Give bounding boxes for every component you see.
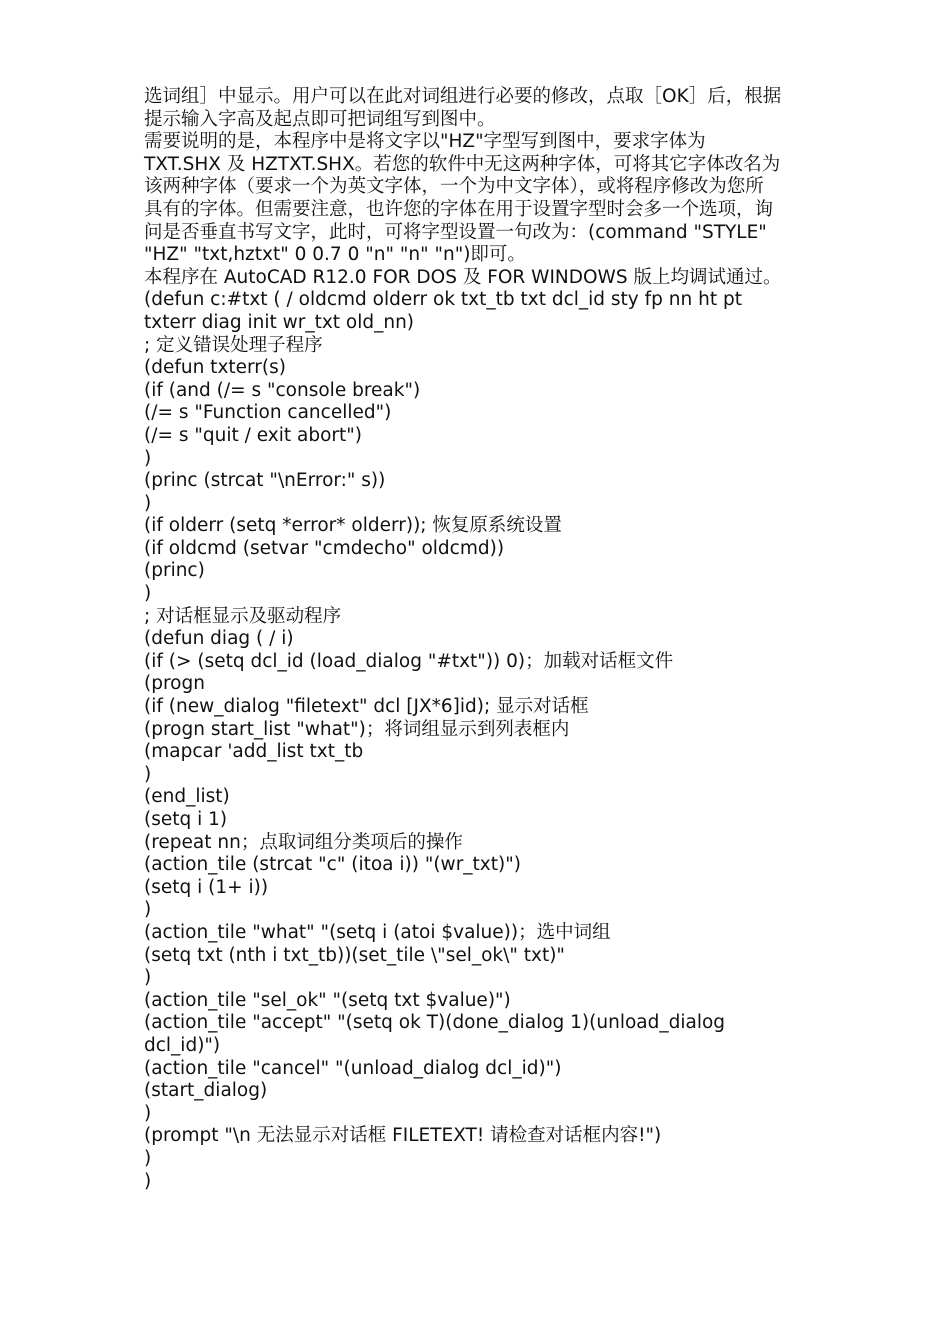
text-line: (princ): [144, 560, 205, 582]
document-body: [144, 86, 808, 1193]
text-line: ): [144, 967, 152, 989]
text-line: 需要说明的是，本程序中是将文字以"HZ"字型写到图中，要求字体为: [144, 131, 706, 153]
text-line: dcl_id)"): [144, 1034, 221, 1056]
text-line: (if oldcmd (setvar "cmdecho" oldcmd)): [144, 537, 505, 559]
text-line: (defun diag ( / i): [144, 628, 294, 650]
text-line: (setq txt (nth i txt_tb))(set_tile \"sel_ok\" txt)": [144, 944, 565, 966]
text-line: 问是否垂直书写文字，此时，可将字型设置一句改为：(command "STYLE": [144, 221, 767, 243]
text-line: TXT.SHX 及 HZTXT.SHX。若您的软件中无这两种字体，可将其它字体改名为: [144, 153, 781, 175]
text-line: (setq i 1): [144, 809, 228, 830]
text-line: (progn start_list "what")；将词组显示到列表框内: [144, 718, 570, 740]
text-line: 具有的字体。但需要注意，也许您的字体在用于设置字型时会多一个选项，询: [144, 198, 774, 220]
text-line: (mapcar 'add_list txt_tb: [144, 741, 364, 763]
text-line: (repeat nn；点取词组分类项后的操作: [144, 831, 463, 853]
text-line: (action_tile "what" "(setq i (atoi $value))；选中词组: [144, 921, 611, 943]
text-line: (if (new_dialog "filetext" dcl [JX*6]id); 显示对话框: [144, 696, 589, 718]
text-line: (progn: [144, 673, 205, 695]
text-line: 提示输入字高及起点即可把词组写到图中。: [144, 108, 496, 130]
text-line: (start_dialog): [144, 1080, 268, 1102]
text-line: (/= s "Function cancelled"): [144, 402, 392, 424]
text-line: 选词组］中显示。用户可以在此对词组进行必要的修改，点取［OK］后，根据: [144, 86, 782, 107]
text-line: (defun c:#txt ( / oldcmd olderr ok txt_tb txt dcl_id sty fp nn ht pt: [144, 289, 742, 311]
text-line: 本程序在 AutoCAD R12.0 FOR DOS 及 FOR WINDOWS 版上均调试通过。: [144, 266, 782, 288]
text-line: txterr diag init wr_txt old_nn): [144, 311, 415, 333]
text-line: (princ (strcat "\nError:" s)): [144, 470, 386, 492]
text-line: (action_tile "accept" "(setq ok T)(done_dialog 1)(unload_dialog: [144, 1012, 726, 1034]
text-line: (if (and (/= s "console break"): [144, 379, 421, 401]
text-line: "HZ" "txt,hztxt" 0 0.7 0 "n" "n" "n")即可。: [144, 244, 526, 266]
text-line: (/= s "quit / exit abort"): [144, 424, 362, 446]
text-line: ): [144, 492, 152, 514]
text-line: (end_list): [144, 786, 230, 808]
text-line: ; 对话框显示及驱动程序: [144, 605, 342, 627]
text-line: (if (> (setq dcl_id (load_dialog "#txt")) 0)；加载对话框文件: [144, 650, 674, 672]
text-line: 该两种字体（要求一个为英文字体，一个为中文字体），或将程序修改为您所: [144, 176, 764, 198]
text-line: (action_tile "sel_ok" "(setq txt $value)"): [144, 989, 511, 1011]
text-line: ): [144, 583, 152, 605]
text-line: ): [144, 763, 152, 785]
text-line: ): [144, 1147, 152, 1169]
text-line: ; 定义错误处理子程序: [144, 334, 323, 356]
text-line: (action_tile (strcat "c" (itoa i)) "(wr_txt)"): [144, 854, 521, 876]
text-line: (defun txterr(s): [144, 357, 286, 379]
text-line: (action_tile "cancel" "(unload_dialog dcl_id)"): [144, 1057, 562, 1079]
document-page: [144, 86, 808, 1193]
text-line: (prompt "\n 无法显示对话框 FILETEXT! 请检查对话框内容!"): [144, 1125, 662, 1147]
text-line: (setq i (1+ i)): [144, 876, 269, 898]
text-line: (if olderr (setq *error* olderr)); 恢复原系统设置: [144, 515, 562, 537]
text-line: ): [144, 447, 152, 469]
text-line: ): [144, 899, 152, 921]
text-line: ): [144, 1102, 152, 1124]
text-line: ): [144, 1170, 152, 1192]
